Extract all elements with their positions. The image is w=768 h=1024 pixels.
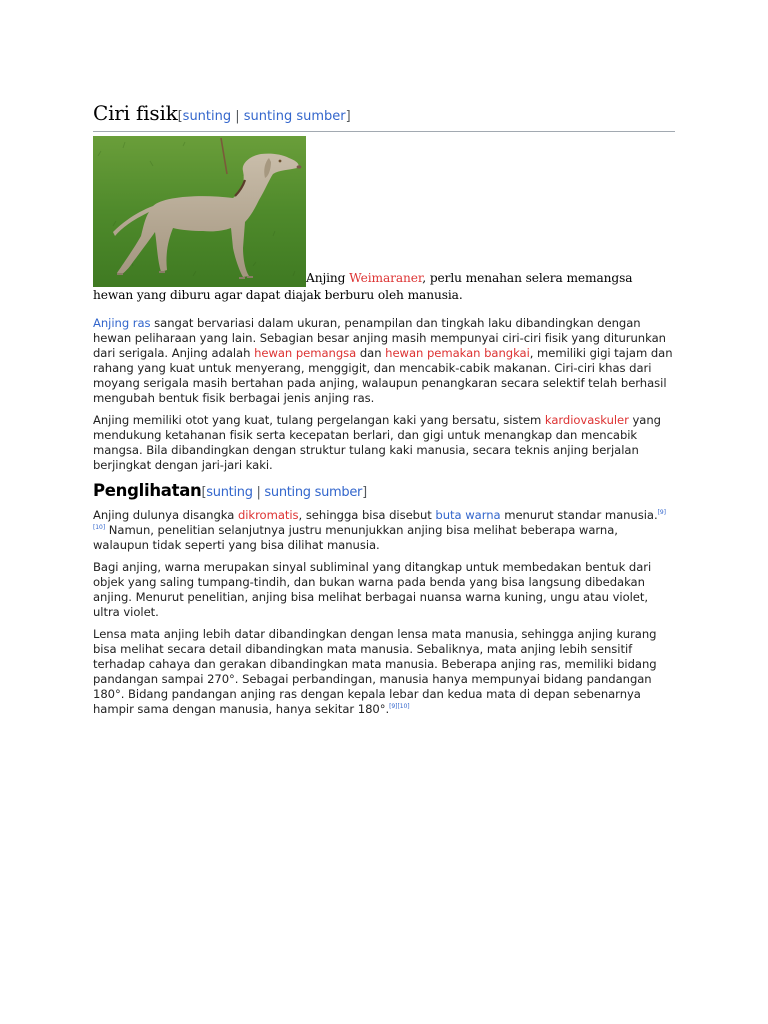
buta-warna-link[interactable]: buta warna bbox=[435, 508, 501, 522]
article-body bbox=[93, 100, 675, 724]
weimaraner-dog-image[interactable] bbox=[93, 136, 306, 287]
dikromatis-link[interactable]: dikromatis bbox=[237, 508, 299, 522]
reference-link[interactable]: [9][10] bbox=[93, 509, 666, 532]
subsection-title: Penglihatan bbox=[93, 481, 202, 500]
paragraph-otot: Anjing memiliki otot yang kuat, tulang pergelangan kaki yang bersatu, sistem kardiovaskuler yang mendukung ketahanan fisik serta kecepatan berlari, dan gigi untuk menangkap dan mencabik mangsa. Bila dibandingkan dengan struktur tulang kaki manusia, secara teknis anjing berjalan berjingkat dengan jari-jari kaki. bbox=[93, 413, 661, 472]
paragraph-dikromatis: Anjing dulunya disangka dikromatis, sehingga bisa disebut buta warna menurut standar manusia.[9][10] Namun, penelitian selanjutnya justru menunjukkan anjing bisa melihat beberapa warna, walaupun tidak seperti yang bisa dilihat manusia. bbox=[93, 508, 666, 552]
section-edit-links: [sunting | sunting sumber] bbox=[177, 109, 351, 124]
edit-source-link[interactable]: sunting sumber bbox=[243, 109, 346, 124]
edit-link[interactable]: sunting bbox=[182, 109, 232, 124]
subsection-edit-links: [sunting | sunting sumber] bbox=[201, 485, 367, 500]
reference-link[interactable]: [9][10] bbox=[389, 703, 410, 711]
paragraph-warna: Bagi anjing, warna merupakan sinyal subliminal yang ditangkap untuk membedakan bentuk dari objek yang saling tumpang-tindih, dan bukan warna pada benda yang bisa langsung dibedakan anjing. Menurut penelitian, anjing bisa melihat berbagai nuansa warna kuning, ungu atau violet, ultra violet. bbox=[93, 560, 652, 619]
section-heading-ciri-fisik bbox=[93, 100, 675, 132]
weimaraner-link[interactable]: Weimaraner bbox=[349, 271, 423, 285]
edit-source-link[interactable]: sunting sumber bbox=[264, 485, 363, 500]
paragraph-anjing-ras: Anjing ras sangat bervariasi dalam ukuran, penampilan dan tingkah laku dibandingkan dengan hewan peliharaan yang lain. Sebagian besar anjing masih mempunyai ciri-ciri fisik yang diturunkan dari serigala. Anjing adalah hewan pemangsa dan hewan pemakan bangkai, memiliki gigi tajam dan rahang yang kuat untuk menyerang, menggigit, dan mencabik-cabik makanan. Ciri-ciri khas dari moyang serigala masih bertahan pada anjing, walaupun penangkaran secara selektif telah berhasil mengubah bentuk fisik berbagai jenis anjing ras. bbox=[93, 316, 673, 405]
section-title: Ciri fisik bbox=[93, 101, 178, 125]
figure-caption: Anjing Weimaraner, perlu menahan selera memangsa hewan yang diburu agar dapat diajak berburu oleh manusia. bbox=[93, 271, 633, 302]
figure-weimaraner bbox=[93, 136, 675, 304]
kardiovaskuler-link[interactable]: kardiovaskuler bbox=[544, 413, 629, 427]
hewan-pemakan-bangkai-link[interactable]: hewan pemakan bangkai bbox=[385, 346, 530, 360]
anjing-ras-link[interactable]: Anjing ras bbox=[93, 316, 151, 330]
paragraph-lensa-mata: Lensa mata anjing lebih datar dibandingkan dengan lensa mata manusia, sehingga anjing kurang bisa melihat secara detail dibandingkan mata manusia. Sebaliknya, mata anjing lebih sensitif terhadap cahaya dan gerakan dibandingkan mata manusia. Beberapa anjing ras, memiliki bidang pandangan sampai 270°. Sebagai perbandingan, manusia hanya mempunyai bidang pandangan 180°. Bidang pandangan anjing ras dengan kepala lebar dan kedua mata di depan sebenarnya hampir sama dengan manusia, hanya sekitar 180°.[9][10] bbox=[93, 627, 657, 716]
hewan-pemangsa-link[interactable]: hewan pemangsa bbox=[254, 346, 357, 360]
edit-link[interactable]: sunting bbox=[206, 485, 253, 500]
subsection-heading-penglihatan bbox=[93, 480, 675, 504]
